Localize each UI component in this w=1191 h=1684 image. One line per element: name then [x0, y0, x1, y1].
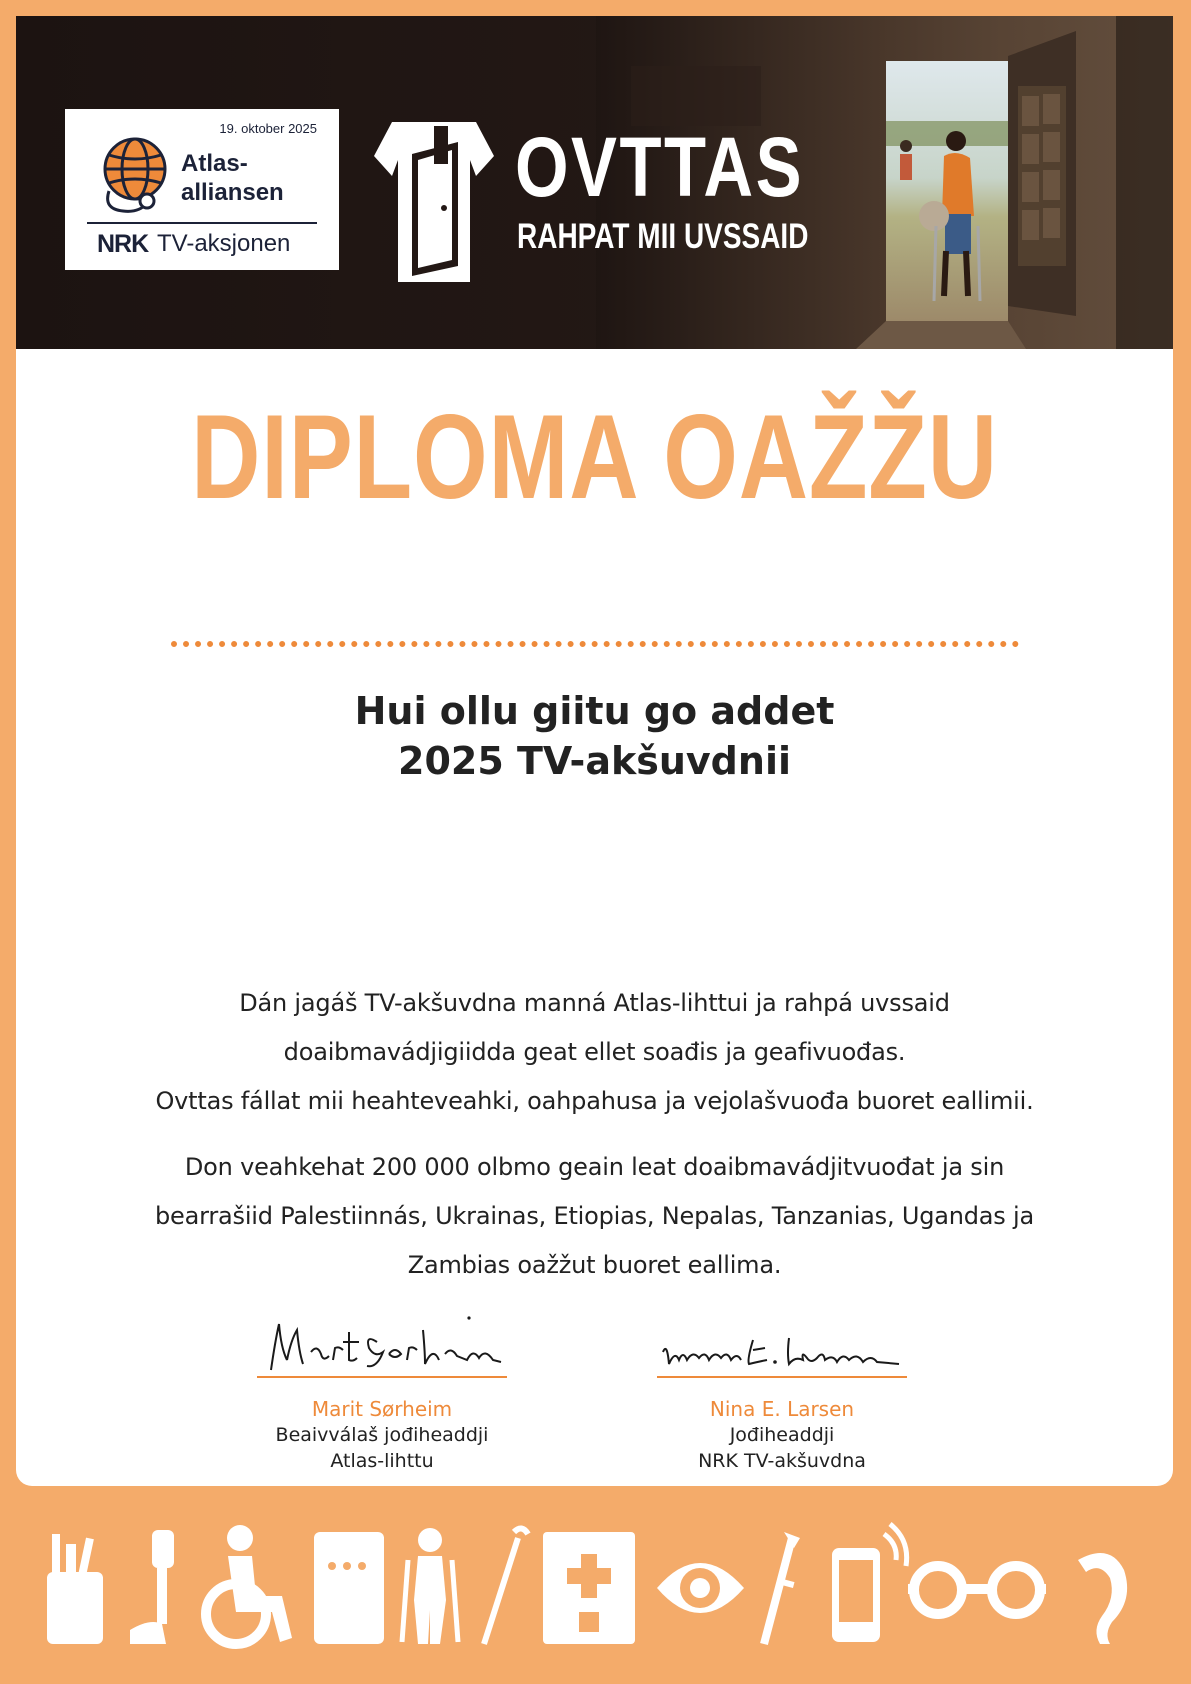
globe-icon	[95, 131, 175, 217]
thanks-line-2: 2025 TV-akšuvdnii	[398, 739, 791, 783]
tv-aksjonen-label: TV-aksjonen	[157, 230, 291, 257]
book-icon	[314, 1532, 384, 1644]
prosthetic-leg-icon	[130, 1530, 174, 1644]
nrk-logo: NRK	[97, 230, 149, 258]
logo-divider	[87, 222, 317, 224]
campaign-title: OVTTAS	[515, 120, 805, 214]
handwritten-signature	[257, 1312, 507, 1376]
diploma-card	[16, 16, 1173, 1486]
signer-role: Beaivválaš jođiheaddji	[275, 1424, 489, 1446]
signer-organization: NRK TV-akšuvdna	[698, 1450, 866, 1472]
event-date: 19. oktober 2025	[219, 121, 317, 136]
signer-name: Marit Sørheim	[311, 1397, 453, 1421]
door-shirt-icon	[372, 116, 496, 290]
crutch-icon	[764, 1532, 800, 1644]
banner	[16, 16, 1173, 349]
first-aid-kit-icon	[543, 1532, 635, 1644]
thanks-line-1: Hui ollu giitu go addet	[354, 689, 835, 733]
body-line: Dán jagáš TV-akšuvdna manná Atlas-lihttui ja rahpá uvssaid	[239, 989, 950, 1017]
atlas-alliansen-logo	[65, 109, 339, 270]
signature-line	[657, 1376, 907, 1378]
signer-role: Jođiheaddji	[729, 1424, 835, 1446]
mobile-phone-icon	[832, 1524, 907, 1642]
signer-name: Nina E. Larsen	[709, 1397, 855, 1421]
hearing-aid-icon	[1078, 1553, 1127, 1644]
diploma-title: DIPLOMA OAŽŽU	[191, 390, 998, 524]
signer-organization: Atlas-lihttu	[330, 1450, 434, 1472]
glasses-icon	[908, 1566, 1046, 1614]
body-paragraph-2	[16, 1143, 1173, 1290]
body-paragraph-1	[16, 979, 1173, 1126]
campaign-subtitle: RAHPAT MII UVSSAID	[517, 217, 809, 256]
signature-line	[257, 1376, 507, 1378]
eye-icon	[657, 1563, 744, 1613]
child-crutches-icon	[402, 1528, 458, 1644]
wheelchair-icon	[206, 1525, 292, 1644]
body-line: Zambias oažžut buoret eallima.	[407, 1251, 782, 1279]
body-line: Don veahkehat 200 000 olbmo geain leat doaibmavádjitvuođat ja sin	[184, 1153, 1005, 1181]
body-line: bearrašiid Palestiinnás, Ukrainas, Etiopias, Nepalas, Tanzanias, Ugandas ja	[154, 1202, 1034, 1230]
body-line: Ovttas fállat mii heahteveahki, oahpahusa ja vejolašvuođa buoret eallimii.	[155, 1087, 1034, 1115]
footer-icon-row	[0, 1520, 1191, 1660]
body-line: doaibmavádjigiidda geat ellet soađis ja geafivuođas.	[283, 1038, 906, 1066]
thanks-heading	[16, 686, 1173, 786]
dotted-divider	[171, 641, 1019, 647]
signature-block-2	[657, 1320, 907, 1474]
atlas-alliansen-name: Atlas- alliansen	[181, 150, 284, 206]
white-cane-icon	[484, 1528, 528, 1644]
handwritten-signature	[657, 1320, 907, 1376]
pencil-cup-icon	[47, 1534, 103, 1644]
signature-block-1	[257, 1312, 507, 1474]
